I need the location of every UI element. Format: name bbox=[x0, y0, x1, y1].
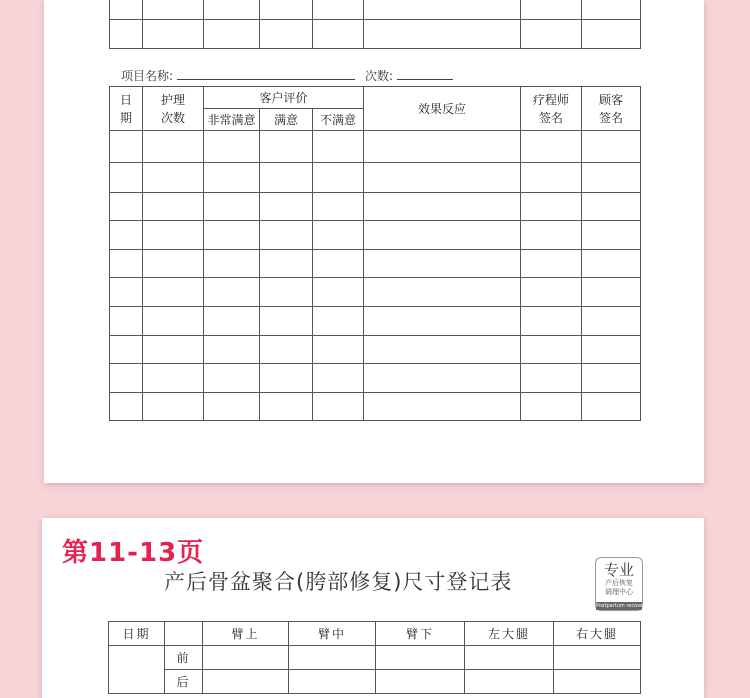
header-effect: 效果反应 bbox=[364, 87, 521, 131]
table-row bbox=[110, 393, 641, 421]
data-cell[interactable] bbox=[582, 131, 641, 163]
data-cell[interactable] bbox=[110, 364, 143, 393]
project-name-blank[interactable] bbox=[177, 67, 355, 80]
table-row bbox=[109, 646, 641, 670]
header-very-satisfied: 非常满意 bbox=[204, 109, 260, 131]
data-cell[interactable] bbox=[521, 221, 582, 250]
data-cell[interactable] bbox=[110, 163, 143, 193]
project-name-label: 项目名称: bbox=[121, 69, 174, 83]
professional-seal-logo bbox=[595, 557, 649, 611]
data-cell[interactable] bbox=[313, 221, 364, 250]
data-cell[interactable] bbox=[260, 221, 313, 250]
header-date: 日 期 bbox=[110, 87, 143, 131]
data-cell[interactable] bbox=[110, 278, 143, 307]
seal-sub-text-2: 调理中心 bbox=[605, 588, 633, 596]
data-cell[interactable] bbox=[364, 193, 521, 221]
data-cell[interactable] bbox=[313, 393, 364, 421]
data-cell[interactable] bbox=[143, 131, 204, 163]
data-cell[interactable] bbox=[260, 250, 313, 278]
data-cell[interactable] bbox=[110, 307, 143, 336]
data-cell[interactable] bbox=[554, 646, 641, 670]
table-row bbox=[110, 307, 641, 336]
data-cell[interactable] bbox=[582, 307, 641, 336]
data-cell[interactable] bbox=[582, 221, 641, 250]
data-cell[interactable] bbox=[582, 393, 641, 421]
data-cell[interactable] bbox=[110, 131, 143, 163]
header-date: 日期 bbox=[109, 622, 165, 646]
header-customer-sign: 顾客 签名 bbox=[582, 87, 641, 131]
table-row bbox=[110, 364, 641, 393]
header-side bbox=[165, 622, 203, 646]
header-customer-evaluation: 客户评价 bbox=[204, 87, 364, 109]
seal-sub-text-1: 产后恢复 bbox=[605, 579, 633, 587]
data-cell[interactable] bbox=[143, 250, 204, 278]
data-cell[interactable] bbox=[313, 193, 364, 221]
data-cell[interactable] bbox=[313, 364, 364, 393]
data-cell[interactable] bbox=[582, 364, 641, 393]
header-satisfied: 满意 bbox=[260, 109, 313, 131]
row-label-back: 后 bbox=[165, 670, 203, 694]
data-cell[interactable] bbox=[465, 670, 554, 694]
data-cell[interactable] bbox=[204, 193, 260, 221]
table-row bbox=[110, 193, 641, 221]
data-cell[interactable] bbox=[521, 336, 582, 364]
header-arm-lower: 臂下 bbox=[376, 622, 465, 646]
data-cell[interactable] bbox=[376, 646, 465, 670]
header-left-thigh: 左大腿 bbox=[465, 622, 554, 646]
data-cell[interactable] bbox=[313, 250, 364, 278]
data-cell[interactable] bbox=[364, 393, 521, 421]
table-row bbox=[110, 163, 641, 193]
data-cell[interactable] bbox=[582, 193, 641, 221]
data-cell[interactable] bbox=[313, 163, 364, 193]
data-cell[interactable] bbox=[289, 646, 376, 670]
project-info-line bbox=[121, 67, 463, 84]
data-cell[interactable] bbox=[521, 250, 582, 278]
previous-table-rows bbox=[109, 0, 641, 49]
header-care-count: 护理 次数 bbox=[143, 87, 204, 131]
data-cell[interactable] bbox=[204, 307, 260, 336]
data-cell[interactable] bbox=[110, 336, 143, 364]
data-cell[interactable] bbox=[260, 336, 313, 364]
data-cell[interactable] bbox=[521, 307, 582, 336]
data-cell[interactable] bbox=[582, 336, 641, 364]
data-cell[interactable] bbox=[143, 364, 204, 393]
table-row bbox=[109, 622, 641, 646]
data-cell[interactable] bbox=[204, 250, 260, 278]
data-cell[interactable] bbox=[143, 336, 204, 364]
date-cell[interactable] bbox=[109, 646, 165, 694]
data-cell[interactable] bbox=[582, 278, 641, 307]
data-cell[interactable] bbox=[110, 393, 143, 421]
data-cell[interactable] bbox=[260, 131, 313, 163]
header-unsatisfied: 不满意 bbox=[313, 109, 364, 131]
size-register-table bbox=[108, 621, 641, 694]
data-cell[interactable] bbox=[313, 278, 364, 307]
data-cell[interactable] bbox=[364, 336, 521, 364]
data-cell[interactable] bbox=[313, 307, 364, 336]
data-cell[interactable] bbox=[204, 131, 260, 163]
data-cell[interactable] bbox=[376, 670, 465, 694]
table-row bbox=[110, 131, 641, 163]
data-cell[interactable] bbox=[260, 364, 313, 393]
data-cell[interactable] bbox=[465, 646, 554, 670]
data-cell[interactable] bbox=[521, 364, 582, 393]
data-cell[interactable] bbox=[521, 131, 582, 163]
data-cell[interactable] bbox=[110, 250, 143, 278]
header-arm-middle: 臂中 bbox=[289, 622, 376, 646]
seal-english-text: Postpartum recovery bbox=[596, 603, 649, 609]
data-cell[interactable] bbox=[289, 670, 376, 694]
data-cell[interactable] bbox=[204, 221, 260, 250]
data-cell[interactable] bbox=[143, 193, 204, 221]
data-cell[interactable] bbox=[260, 393, 313, 421]
data-cell[interactable] bbox=[143, 163, 204, 193]
data-cell[interactable] bbox=[364, 131, 521, 163]
data-cell[interactable] bbox=[110, 193, 143, 221]
table-row bbox=[110, 250, 641, 278]
data-cell[interactable] bbox=[364, 250, 521, 278]
header-therapist-sign: 疗程师 签名 bbox=[521, 87, 582, 131]
care-record-table bbox=[109, 86, 641, 421]
count-label: 次数: bbox=[365, 69, 394, 83]
data-cell[interactable] bbox=[364, 163, 521, 193]
data-cell[interactable] bbox=[554, 670, 641, 694]
data-cell[interactable] bbox=[143, 221, 204, 250]
data-cell[interactable] bbox=[203, 670, 289, 694]
table-row bbox=[110, 20, 641, 49]
data-cell[interactable] bbox=[582, 163, 641, 193]
data-cell[interactable] bbox=[143, 393, 204, 421]
data-cell[interactable] bbox=[521, 193, 582, 221]
data-cell[interactable] bbox=[364, 307, 521, 336]
data-cell[interactable] bbox=[364, 278, 521, 307]
care-record-sheet bbox=[44, 0, 704, 483]
data-cell[interactable] bbox=[260, 278, 313, 307]
pelvis-size-sheet bbox=[42, 518, 704, 698]
data-cell[interactable] bbox=[143, 307, 204, 336]
data-cell[interactable] bbox=[313, 336, 364, 364]
data-cell[interactable] bbox=[521, 278, 582, 307]
data-cell[interactable] bbox=[260, 307, 313, 336]
data-cell[interactable] bbox=[364, 221, 521, 250]
row-label-front: 前 bbox=[165, 646, 203, 670]
table-row bbox=[109, 670, 641, 694]
data-cell[interactable] bbox=[313, 131, 364, 163]
data-cell[interactable] bbox=[260, 163, 313, 193]
data-cell[interactable] bbox=[364, 364, 521, 393]
data-cell[interactable] bbox=[204, 393, 260, 421]
data-cell[interactable] bbox=[110, 221, 143, 250]
data-cell[interactable] bbox=[521, 393, 582, 421]
seal-main-text: 专业 bbox=[603, 561, 634, 579]
data-cell[interactable] bbox=[143, 278, 204, 307]
table-row bbox=[110, 278, 641, 307]
data-cell[interactable] bbox=[203, 646, 289, 670]
header-arm-upper: 臂上 bbox=[203, 622, 289, 646]
data-cell[interactable] bbox=[204, 364, 260, 393]
data-cell[interactable] bbox=[521, 163, 582, 193]
table-row bbox=[110, 336, 641, 364]
table-row bbox=[110, 0, 641, 20]
table-row bbox=[110, 221, 641, 250]
header-right-thigh: 右大腿 bbox=[554, 622, 641, 646]
data-cell[interactable] bbox=[204, 163, 260, 193]
data-cell[interactable] bbox=[582, 250, 641, 278]
data-cell[interactable] bbox=[204, 278, 260, 307]
form-title: 产后骨盆聚合(胯部修复)尺寸登记表 bbox=[164, 570, 513, 594]
data-cell[interactable] bbox=[204, 336, 260, 364]
data-cell[interactable] bbox=[260, 193, 313, 221]
page-label: 第11-13页 bbox=[62, 538, 205, 568]
count-blank[interactable] bbox=[397, 67, 453, 80]
